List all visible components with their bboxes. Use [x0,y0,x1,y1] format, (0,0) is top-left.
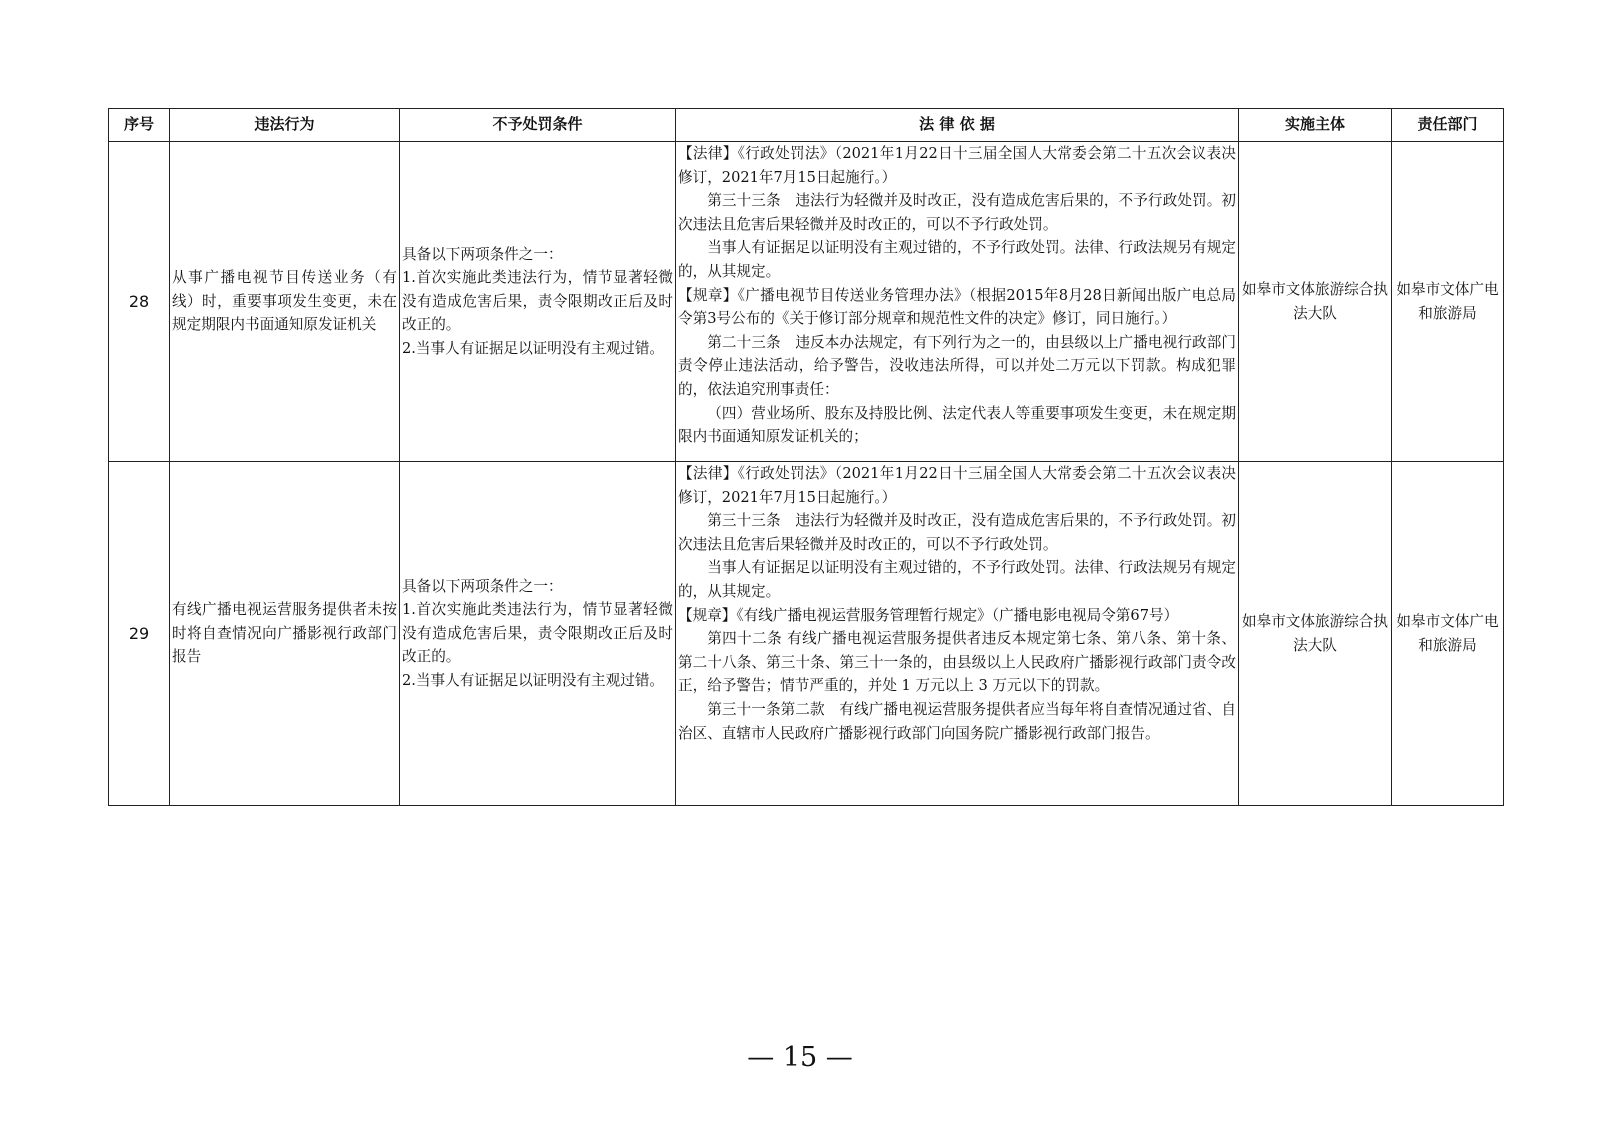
legal-basis [676,142,1239,462]
condition-intro: 具备以下两项条件之一： [402,245,563,263]
table-header-row [109,109,1504,142]
condition-item: 2.当事人有证据足以证明没有主观过错。 [402,671,665,689]
violation-act: 从事广播电视节目传送业务（有线）时，重要事项发生变更，未在规定期限内书面通知原发证机关 [170,142,400,462]
basis-article: （四）营业场所、股东及持股比例、法定代表人等重要事项发生变更，未在规定期限内书面通知原发证机关的； [678,404,1236,446]
condition-intro: 具备以下两项条件之一： [402,577,563,595]
header-subject: 实施主体 [1239,109,1392,142]
condition-item: 1.首次实施此类违法行为，情节显著轻微没有造成危害后果，责令限期改正后及时改正的。 [402,269,673,334]
basis-law-title: 【法律】《行政处罚法》（2021年1月22日十三届全国人大常委会第二十五次会议表决修订，2021年7月15日起施行。） [678,145,1236,186]
implementing-body: 如皋市文体旅游综合执法大队 [1239,462,1392,806]
row-number: 28 [109,142,170,462]
basis-article: 第二十三条 违反本办法规定，有下列行为之一的，由县级以上广播电视行政部门责令停止违法活动，给予警告，没收违法所得，可以并处二万元以下罚款。构成犯罪的，依法追究刑事责任： [678,333,1236,398]
basis-article: 第四十二条 有线广播电视运营服务提供者违反本规定第七条、第八条、第十条、第二十八条、第三十条、第三十一条的，由县级以上人民政府广播影视行政部门责令改正，给予警告；情节严重的，并处 1 万元以上 3 万元以下的罚款。 [678,630,1236,695]
header-dept: 责任部门 [1392,109,1504,142]
exemption-conditions [400,462,676,806]
basis-article: 第三十三条 违法行为轻微并及时改正，没有造成危害后果的，不予行政处罚。初次违法且危害后果轻微并及时改正的，可以不予行政处罚。 [678,192,1236,233]
page-number: — 15 — [747,1042,853,1073]
basis-law-title: 【法律】《行政处罚法》（2021年1月22日十三届全国人大常委会第二十五次会议表决修订，2021年7月15日起施行。） [678,465,1236,506]
header-num: 序号 [109,109,170,142]
responsible-department: 如皋市文体广电和旅游局 [1392,142,1504,462]
basis-regulation-title: 【规章】《有线广播电视运营服务管理暂行规定》（广播电影电视局令第67号） [678,606,1179,624]
header-act: 违法行为 [170,109,400,142]
table-row [109,142,1504,462]
basis-article: 当事人有证据足以证明没有主观过错的，不予行政处罚。法律、行政法规另有规定的，从其规定。 [678,239,1236,280]
implementing-body: 如皋市文体旅游综合执法大队 [1239,142,1392,462]
basis-article: 当事人有证据足以证明没有主观过错的，不予行政处罚。法律、行政法规另有规定的，从其规定。 [678,559,1236,600]
header-cond: 不予处罚条件 [400,109,676,142]
responsible-department: 如皋市文体广电和旅游局 [1392,462,1504,806]
table-row [109,462,1504,806]
row-number: 29 [109,462,170,806]
penalty-table [108,108,1504,806]
basis-regulation-title: 【规章】《广播电视节目传送业务管理办法》（根据2015年8月28日新闻出版广电总局令第3号公布的《关于修订部分规章和规范性文件的决定》修订，同日施行。） [678,286,1236,328]
header-basis: 法 律 依 据 [676,109,1239,142]
exemption-conditions [400,142,676,462]
condition-item: 2.当事人有证据足以证明没有主观过错。 [402,339,665,357]
basis-article: 第三十三条 违法行为轻微并及时改正，没有造成危害后果的，不予行政处罚。初次违法且危害后果轻微并及时改正的，可以不予行政处罚。 [678,512,1236,553]
basis-article: 第三十一条第二款 有线广播电视运营服务提供者应当每年将自查情况通过省、自治区、直辖市人民政府广播影视行政部门向国务院广播影视行政部门报告。 [678,700,1236,742]
condition-item: 1.首次实施此类违法行为，情节显著轻微没有造成危害后果，责令限期改正后及时改正的。 [402,601,673,666]
violation-act: 有线广播电视运营服务提供者未按时将自查情况向广播影视行政部门报告 [170,462,400,806]
legal-basis [676,462,1239,806]
